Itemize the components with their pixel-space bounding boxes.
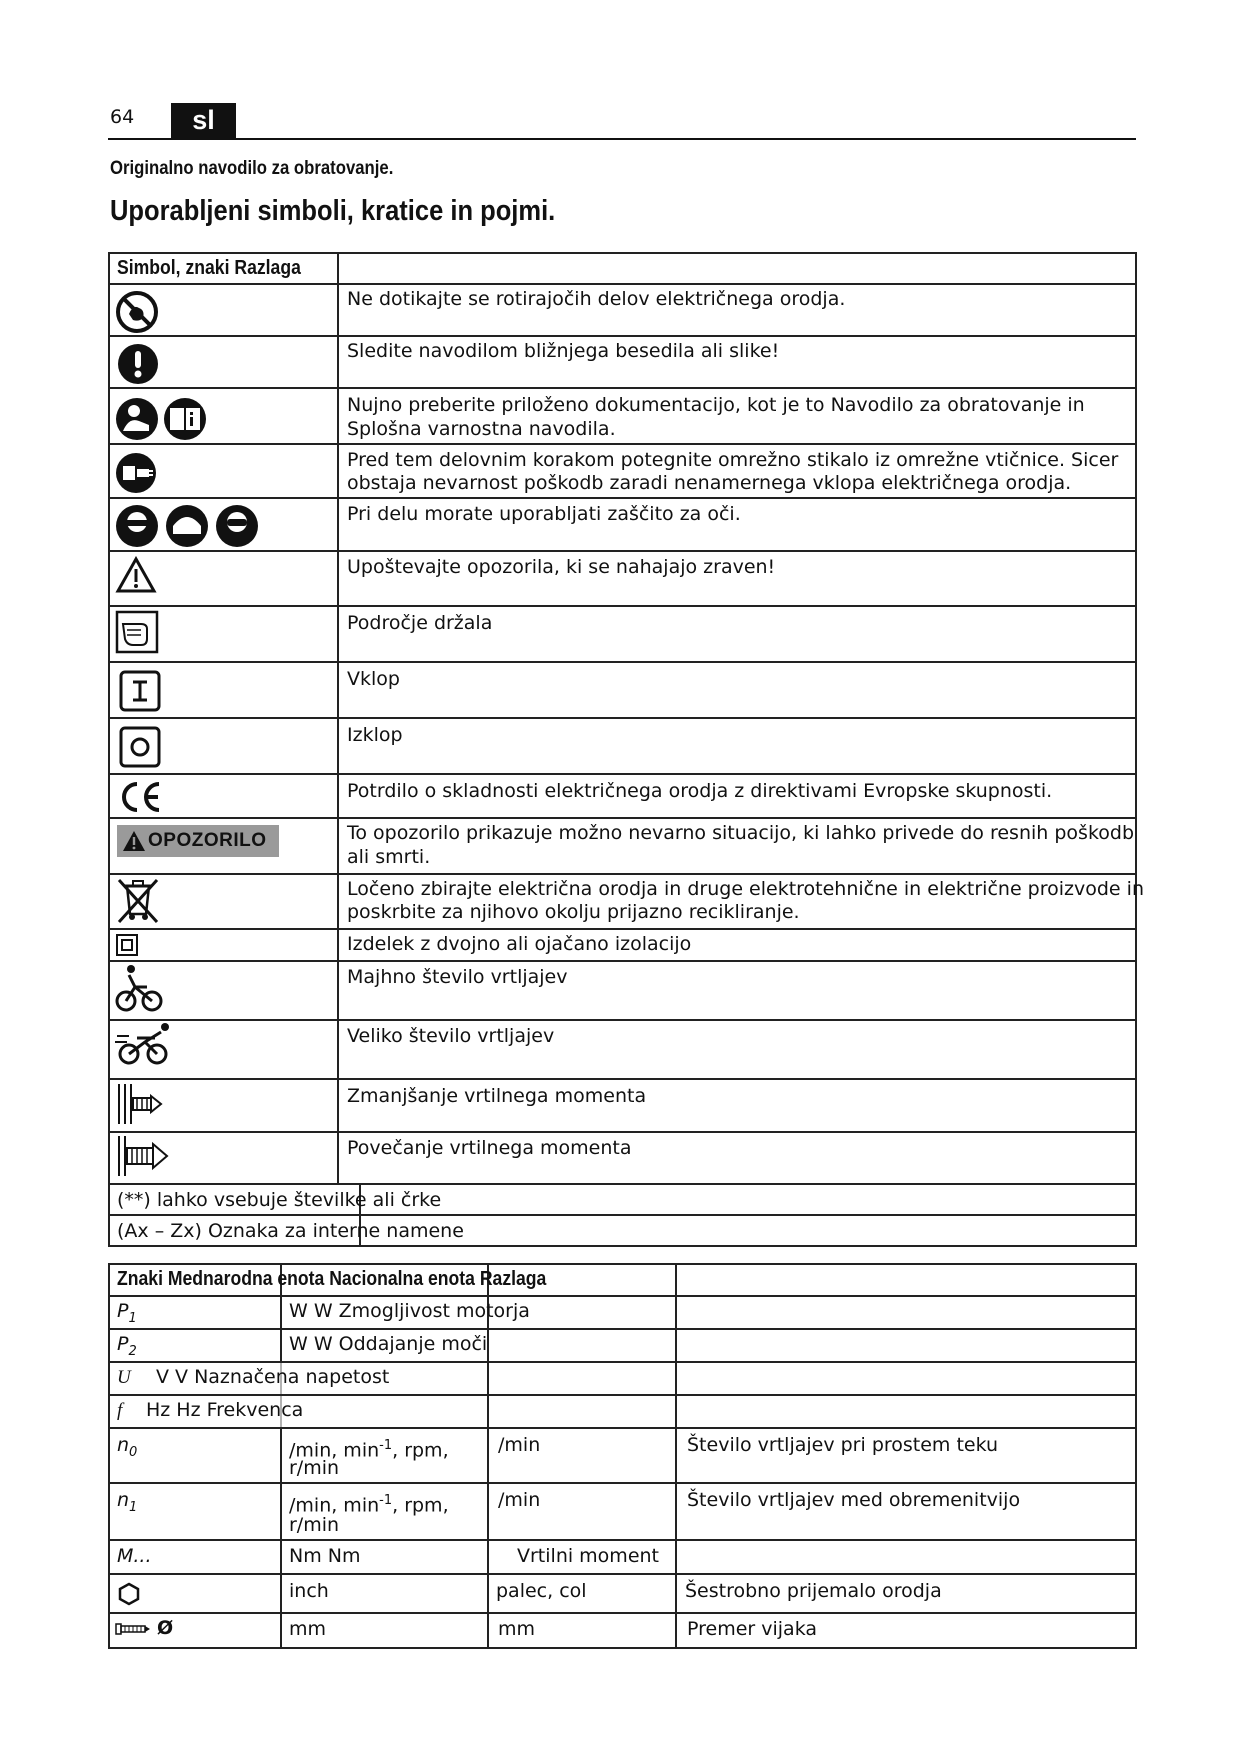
symbol-p2-sub: 2: [128, 1343, 137, 1359]
page-title: Uporabljeni simboli, kratice in pojmi.: [110, 195, 556, 227]
do-not-touch-rotating-icon: [115, 290, 159, 334]
table-row-text: ali smrti.: [347, 846, 431, 868]
diameter-symbol: Ø: [157, 1617, 174, 1639]
symbol-p1-sub: 1: [128, 1310, 137, 1326]
warning-label-triangle-icon: [122, 830, 146, 852]
header-rule: [108, 138, 1136, 140]
slow-bike-icon: [115, 963, 163, 1013]
fast-bike-icon: [115, 1022, 175, 1066]
table-footer-note: (**) lahko vsebuje številke ali črke: [117, 1189, 442, 1211]
row-n0-nat: /min: [498, 1434, 541, 1456]
symbol-u: U: [117, 1367, 131, 1388]
row-n1-intl-a: /min, min: [289, 1494, 380, 1517]
row-m-nat: Vrtilni moment: [517, 1545, 659, 1567]
row-m-intl: Nm Nm: [289, 1545, 361, 1567]
table-row-text: Majhno število vrtljajev: [347, 966, 568, 988]
row-hex-nat: palec, col: [496, 1580, 587, 1602]
table-row-text: Povečanje vrtilnega momenta: [347, 1137, 632, 1159]
symbol-f: f: [117, 1400, 123, 1421]
symbol-p2: [117, 1333, 137, 1363]
table-row-text: Potrdilo o skladnosti električnega orodja z direktivami Evropske skupnosti.: [347, 780, 1053, 802]
table-row-text: Področje držala: [347, 612, 493, 634]
row-f-text: Hz Hz Frekvenca: [146, 1399, 304, 1421]
unplug-icon: [115, 452, 157, 494]
document-subtitle: Originalno navodilo za obratovanje.: [110, 158, 394, 179]
warning-label-text: OPOZORILO: [148, 830, 267, 851]
eye-protection-icon: [115, 504, 260, 548]
grip-area-icon: [115, 610, 159, 654]
weee-bin-icon: [115, 876, 161, 924]
symbol-p2-letter: P: [117, 1333, 129, 1355]
symbol-n0-letter: n: [117, 1434, 130, 1456]
table-row-text: To opozorilo prikazuje možno nevarno situacijo, ki lahko privede do resnih poškodb: [347, 822, 1135, 844]
row-hex-intl: inch: [289, 1580, 329, 1602]
symbol-n1-letter: n: [117, 1489, 130, 1511]
row-screw-intl: mm: [289, 1618, 327, 1640]
table-row-text: Izklop: [347, 724, 403, 746]
table-row-text: poskrbite za njihovo okolju prijazno recikliranje.: [347, 901, 800, 923]
page-number: 64: [110, 106, 135, 128]
hex-chuck-icon: [117, 1582, 141, 1606]
symbol-m: M...: [117, 1545, 152, 1567]
switch-on-icon: [119, 670, 161, 712]
table-row-text: obstaja nevarnost poškodb zaradi nenamernega vklopa električnega orodja.: [347, 472, 1072, 494]
table1-header: Simbol, znaki Razlaga: [117, 257, 301, 279]
attention-icon: [117, 343, 159, 385]
table-row-text: Sledite navodilom bližnjega besedila ali slike!: [347, 340, 780, 362]
table-row-text: Pri delu morate uporabljati zaščito za oči.: [347, 503, 741, 525]
row-screw-nat: mm: [498, 1618, 536, 1640]
row-hex-desc: Šestrobno prijemalo orodja: [685, 1580, 942, 1602]
table2-header: Znaki Mednarodna enota Nacionalna enota Razlaga: [117, 1268, 547, 1290]
row-n1-intl-sup: -1: [379, 1493, 393, 1508]
table-row-text: Izdelek z dvojno ali ojačano izolacijo: [347, 933, 692, 955]
torque-low-icon: [115, 1082, 165, 1126]
screw-icon: [115, 1621, 151, 1637]
table-row-text: Pred tem delovnim korakom potegnite omrežno stikalo iz omrežne vtičnice. Sicer: [347, 449, 1119, 471]
switch-off-icon: [119, 726, 161, 768]
warning-triangle-icon: [115, 556, 157, 594]
symbol-n0-sub: 0: [129, 1444, 138, 1460]
row-n1-intl2: r/min: [289, 1514, 340, 1536]
symbol-p1-letter: P: [117, 1300, 129, 1322]
table-row-text: Nujno preberite priloženo dokumentacijo, kot je to Navodilo za obratovanje in: [347, 394, 1085, 416]
ce-mark-icon: [117, 780, 163, 814]
row-n1-nat: /min: [498, 1489, 541, 1511]
row-n1-desc: Število vrtljajev med obremenitvijo: [687, 1489, 1021, 1511]
language-tag: sl: [171, 103, 236, 138]
table-row-text: Ne dotikajte se rotirajočih delov električnega orodja.: [347, 288, 846, 310]
row-n0-desc: Število vrtljajev pri prostem teku: [687, 1434, 999, 1456]
row-screw-desc: Premer vijaka: [687, 1618, 818, 1640]
table-row-text: Ločeno zbirajte električna orodja in druge elektrotehnične in električne proizvode in: [347, 878, 1144, 900]
row-p2-text: W W Oddajanje moči: [289, 1333, 488, 1355]
table-row-text: Vklop: [347, 668, 400, 690]
symbol-p1: [117, 1300, 137, 1330]
torque-high-icon: [115, 1134, 171, 1178]
double-insulation-icon: [115, 933, 139, 957]
row-p1-text: W W Zmogljivost motorja: [289, 1300, 530, 1322]
table-row-text: Upoštevajte opozorila, ki se nahajajo zraven!: [347, 556, 776, 578]
warning-label-icon: [117, 825, 279, 857]
table-footer-note: (Ax – Zx) Oznaka za interne namene: [117, 1220, 464, 1242]
symbol-n1-sub: 1: [129, 1499, 138, 1515]
row-u-text: V V Naznačena napetost: [156, 1366, 390, 1388]
symbol-n1: [117, 1489, 137, 1519]
row-n0-intl-b: , rpm,: [392, 1439, 449, 1462]
table-row-text: Zmanjšanje vrtilnega momenta: [347, 1085, 647, 1107]
read-manual-icon: [115, 397, 209, 441]
row-n1-intl-b: , rpm,: [392, 1494, 449, 1517]
symbol-n0: [117, 1434, 137, 1464]
table-row-text: Veliko število vrtljajev: [347, 1025, 555, 1047]
row-n0-intl2: r/min: [289, 1457, 340, 1479]
row-n0-intl-sup: -1: [379, 1438, 393, 1453]
row-n0-intl-a: /min, min: [289, 1439, 380, 1462]
table-row-text: Splošna varnostna navodila.: [347, 418, 616, 440]
